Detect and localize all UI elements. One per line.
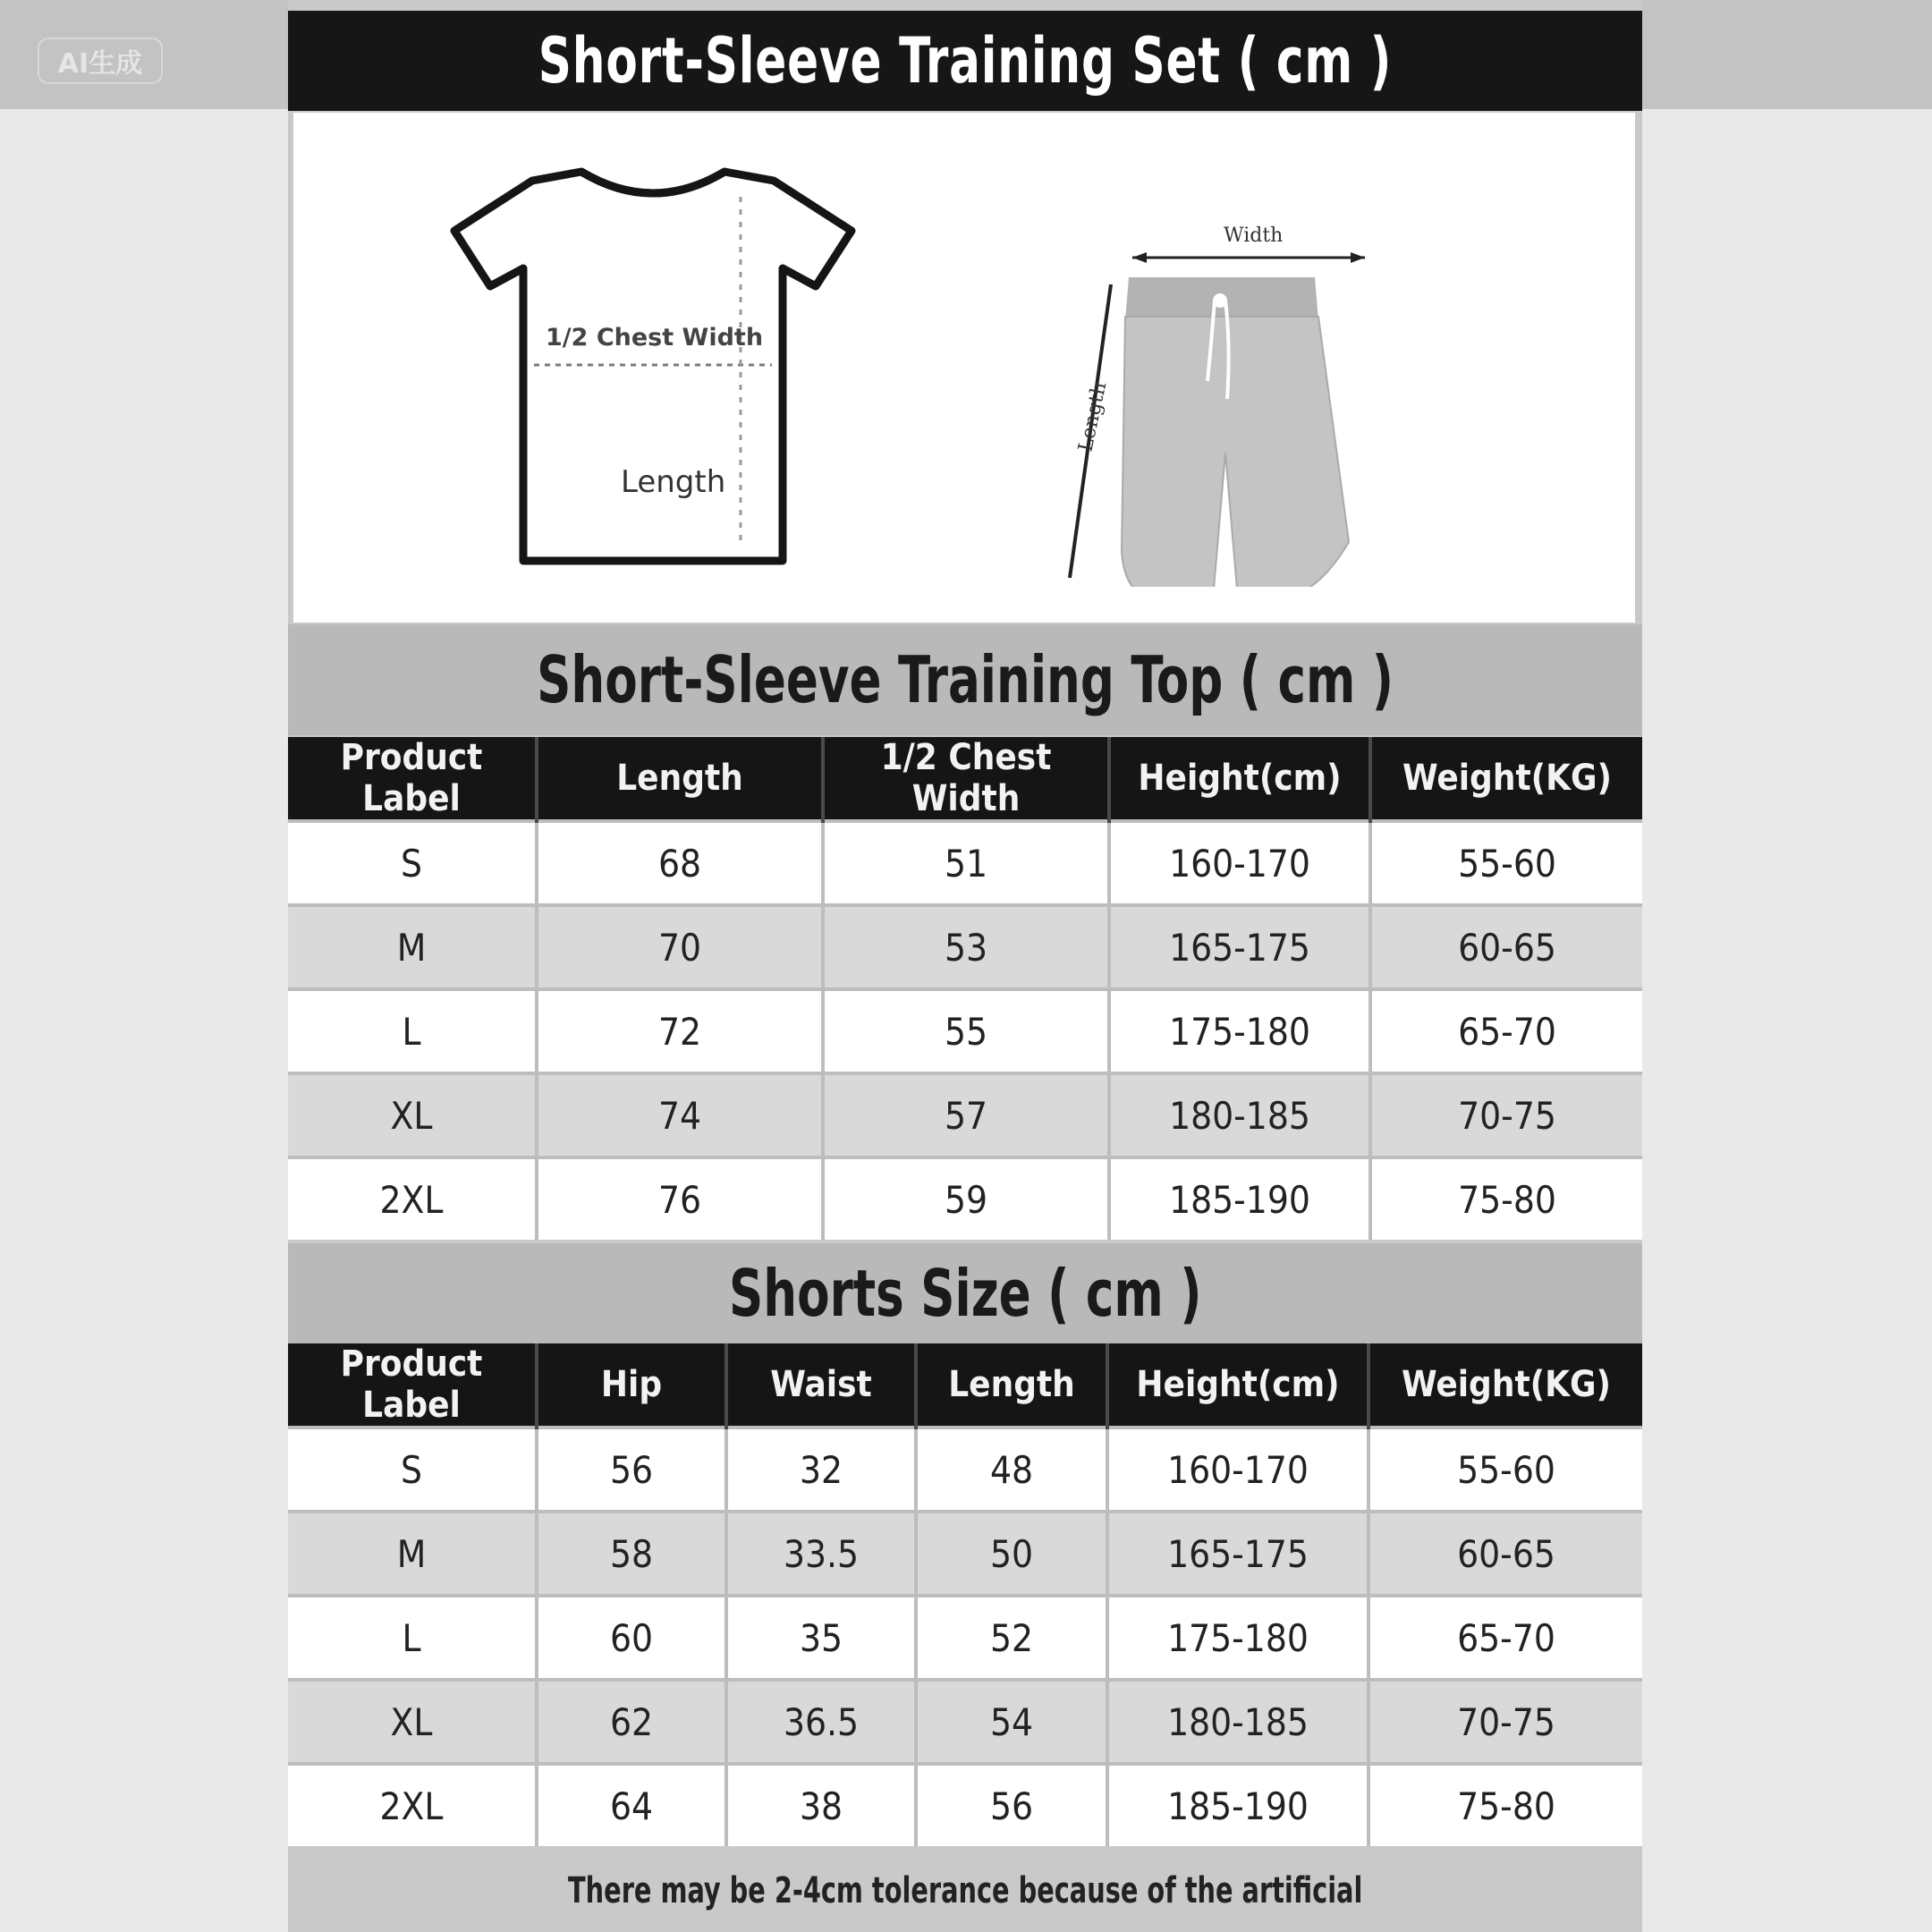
table-cell: 76 bbox=[537, 1157, 823, 1240]
column-header: Weight(KG) bbox=[1370, 737, 1642, 821]
top-size-table bbox=[288, 737, 1642, 1240]
table-cell: 59 bbox=[823, 1157, 1109, 1240]
table-cell: 68 bbox=[537, 821, 823, 905]
table-cell: 180-185 bbox=[1107, 1680, 1368, 1764]
table-cell: 175-180 bbox=[1109, 989, 1370, 1073]
table-cell: 62 bbox=[537, 1680, 726, 1764]
table-row bbox=[288, 905, 1642, 989]
column-header: Hip bbox=[537, 1343, 726, 1428]
table-cell: M bbox=[288, 1512, 537, 1596]
shirt-length-label: Length bbox=[621, 464, 726, 500]
table-cell: 55-60 bbox=[1368, 1428, 1642, 1512]
table-cell: 33.5 bbox=[726, 1512, 916, 1596]
table-cell: 38 bbox=[726, 1764, 916, 1846]
table-row bbox=[288, 1157, 1642, 1240]
table-cell: 175-180 bbox=[1107, 1596, 1368, 1680]
table-cell: 55 bbox=[823, 989, 1109, 1073]
table-row bbox=[288, 1764, 1642, 1846]
table-cell: 70-75 bbox=[1370, 1073, 1642, 1157]
table-cell: 74 bbox=[537, 1073, 823, 1157]
top-table-title-text: Short-Sleeve Training Top ( cm ) bbox=[537, 642, 1394, 717]
tshirt-icon bbox=[447, 161, 859, 572]
column-header: Length bbox=[916, 1343, 1107, 1428]
column-header: Waist bbox=[726, 1343, 916, 1428]
table-cell: 160-170 bbox=[1109, 821, 1370, 905]
column-header: Height(cm) bbox=[1107, 1343, 1368, 1428]
table-cell: 70-75 bbox=[1368, 1680, 1642, 1764]
table-cell: 165-175 bbox=[1107, 1512, 1368, 1596]
table-header-row bbox=[288, 737, 1642, 821]
table-cell: 60 bbox=[537, 1596, 726, 1680]
garment-illustration bbox=[293, 113, 1635, 623]
table-row bbox=[288, 989, 1642, 1073]
chest-width-label: 1/2 Chest Width bbox=[546, 324, 764, 352]
table-cell: 60-65 bbox=[1368, 1512, 1642, 1596]
table-cell: 52 bbox=[916, 1596, 1107, 1680]
table-cell: 165-175 bbox=[1109, 905, 1370, 989]
table-row bbox=[288, 821, 1642, 905]
table-cell: XL bbox=[288, 1073, 537, 1157]
table-cell: 185-190 bbox=[1109, 1157, 1370, 1240]
table-cell: 75-80 bbox=[1368, 1764, 1642, 1846]
table-cell: 57 bbox=[823, 1073, 1109, 1157]
column-header: Product Label bbox=[288, 1343, 537, 1428]
ai-generated-badge: AI生成 bbox=[38, 38, 163, 84]
top-table-title bbox=[288, 624, 1642, 735]
shorts-table-title-text: Shorts Size ( cm ) bbox=[728, 1256, 1202, 1331]
size-chart-sheet bbox=[288, 0, 1642, 1932]
table-cell: 48 bbox=[916, 1428, 1107, 1512]
page-title-text: Short-Sleeve Training Set ( cm ) bbox=[538, 24, 1393, 97]
table-cell: 35 bbox=[726, 1596, 916, 1680]
table-cell: 50 bbox=[916, 1512, 1107, 1596]
shorts-table-title bbox=[288, 1243, 1642, 1343]
table-cell: 53 bbox=[823, 905, 1109, 989]
column-header: Product Label bbox=[288, 737, 537, 821]
table-cell: 160-170 bbox=[1107, 1428, 1368, 1512]
table-cell: 65-70 bbox=[1368, 1596, 1642, 1680]
table-cell: XL bbox=[288, 1680, 537, 1764]
table-cell: 32 bbox=[726, 1428, 916, 1512]
table-row bbox=[288, 1512, 1642, 1596]
column-header: Weight(KG) bbox=[1368, 1343, 1642, 1428]
column-header: 1/2 Chest Width bbox=[823, 737, 1109, 821]
table-row bbox=[288, 1073, 1642, 1157]
table-cell: 51 bbox=[823, 821, 1109, 905]
table-cell: 56 bbox=[916, 1764, 1107, 1846]
table-cell: 72 bbox=[537, 989, 823, 1073]
column-header: Height(cm) bbox=[1109, 737, 1370, 821]
table-cell: 36.5 bbox=[726, 1680, 916, 1764]
table-cell: 56 bbox=[537, 1428, 726, 1512]
table-header-row bbox=[288, 1343, 1642, 1428]
tolerance-note bbox=[288, 1850, 1642, 1932]
page-title bbox=[288, 11, 1642, 111]
table-cell: 55-60 bbox=[1370, 821, 1642, 905]
table-cell: 70 bbox=[537, 905, 823, 989]
table-cell: 64 bbox=[537, 1764, 726, 1846]
table-row bbox=[288, 1428, 1642, 1512]
table-cell: M bbox=[288, 905, 537, 989]
table-cell: 54 bbox=[916, 1680, 1107, 1764]
table-row bbox=[288, 1596, 1642, 1680]
table-cell: 58 bbox=[537, 1512, 726, 1596]
table-cell: S bbox=[288, 821, 537, 905]
tolerance-note-text: There may be 2-4cm tolerance because of the artificial bbox=[567, 1870, 1363, 1911]
table-cell: 60-65 bbox=[1370, 905, 1642, 989]
table-cell: 75-80 bbox=[1370, 1157, 1642, 1240]
table-cell: 2XL bbox=[288, 1764, 537, 1846]
table-cell: 180-185 bbox=[1109, 1073, 1370, 1157]
table-cell: 185-190 bbox=[1107, 1764, 1368, 1846]
table-row bbox=[288, 1680, 1642, 1764]
shorts-width-label: Width bbox=[1224, 225, 1284, 247]
table-cell: L bbox=[288, 1596, 537, 1680]
table-cell: 2XL bbox=[288, 1157, 537, 1240]
table-cell: L bbox=[288, 989, 537, 1073]
shorts-icon bbox=[1036, 166, 1429, 587]
shorts-length-label: Length bbox=[1074, 379, 1112, 454]
table-cell: 65-70 bbox=[1370, 989, 1642, 1073]
table-cell: S bbox=[288, 1428, 537, 1512]
shorts-size-table bbox=[288, 1343, 1642, 1846]
column-header: Length bbox=[537, 737, 823, 821]
